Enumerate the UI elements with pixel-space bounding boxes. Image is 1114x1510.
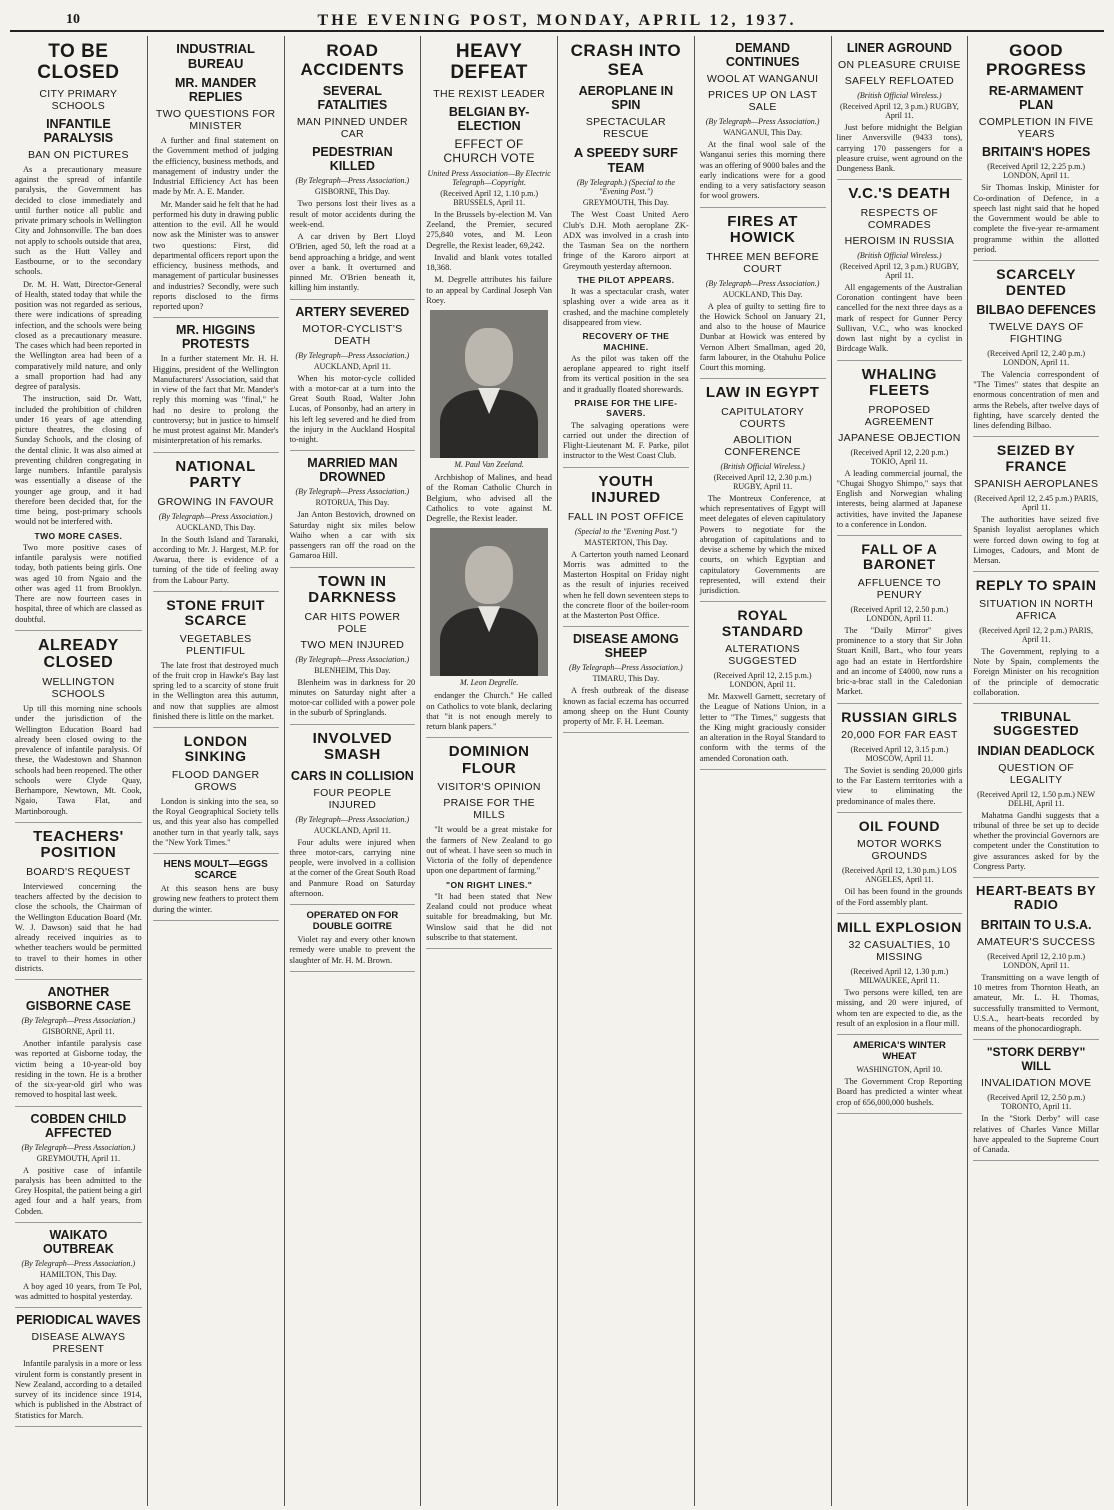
subhead: BAN ON PICTURES bbox=[27, 148, 129, 161]
subhead: WOOL AT WANGANUI bbox=[706, 73, 819, 85]
headline: HENS MOULT—EGGS SCARCE bbox=[163, 859, 268, 882]
section-title: "ON RIGHT LINES." bbox=[446, 879, 533, 890]
dateline: (By Telegraph—Press Association.) bbox=[21, 1142, 136, 1152]
dateline: AUCKLAND, April 11. bbox=[313, 361, 391, 371]
article-double-goitre bbox=[290, 910, 416, 972]
article-stork-derby bbox=[973, 1045, 1099, 1161]
dateline: AUCKLAND, April 11. bbox=[313, 825, 391, 835]
paragraph: The late frost that destroyed much of the fruit crop in Hawke's Bay last spring led to a scarcity of stone fruit in the Wellington area this autumn, and now that supplies are almost finished there is little on the market. bbox=[152, 660, 279, 721]
headline: LINER AGROUND bbox=[846, 41, 952, 55]
subhead: RESPECTS OF COMRADES bbox=[860, 206, 939, 231]
article-good-progress bbox=[973, 42, 1099, 261]
article-waikato-outbreak bbox=[15, 1228, 142, 1309]
subhead: SAFELY REFLOATED bbox=[844, 75, 954, 87]
paragraph: A leading commercial journal, the "Chugai Shogyo Shimpo," says that English and Norwegian whaling interests, being alarmed at Japanese activities, have invited the Japanese to a conference in London. bbox=[836, 468, 963, 529]
subhead: BOARD'S REQUEST bbox=[26, 865, 131, 878]
paragraph: The salvaging operations were carried out under the direction of Flight-Lieutenant M. F. Parke, pilot instructor to the West Coast Club. bbox=[563, 420, 689, 461]
page-number: 10 bbox=[66, 12, 80, 27]
article-disease-sheep bbox=[563, 632, 689, 733]
paragraph: When his motor-cycle collided with a motor-car at a turn into the Great South Road, Walter John Lucas, of Ponsonby, had an artery in his left leg severed and he died from the injury in the Auckland Hospital to-night. bbox=[289, 373, 416, 445]
paragraph: At this season hens are busy growing new feathers to protect them during the winter. bbox=[152, 884, 279, 914]
paragraph: In the Brussels by-election M. Van Zeeland, the Premier, secured 275,840 votes, and M. Leon Degrelle, the Rexist leader, 69,242. bbox=[426, 209, 552, 250]
headline: DEMAND CONTINUES bbox=[725, 41, 800, 69]
dateline: (By Telegraph—Press Association.) bbox=[158, 511, 273, 521]
subhead: INDIAN DEADLOCK bbox=[977, 743, 1095, 758]
dateline: (Received April 12, 2.40 p.m.) LONDON, April 11. bbox=[987, 348, 1085, 367]
subhead: ALTERATIONS SUGGESTED bbox=[725, 643, 800, 668]
columns bbox=[10, 36, 1104, 1506]
article-heart-beats bbox=[973, 884, 1099, 1040]
paragraph: The authorities have seized five Spanish loyalist aeroplanes which were forced down owing to fog at Limoges, Cadours, and Mont de Mersan. bbox=[973, 515, 1099, 566]
subhead: PRAISE FOR THE MILLS bbox=[443, 797, 535, 822]
article-fall-of-baronet bbox=[837, 542, 963, 704]
paragraph: The instruction, said Dr. Watt, included the prohibition of children under 16 years of age attending picture theatres, the closing of Sunday Schools, and the closing of the dental clinic. It was also aimed at preventing children congregating in large numbers. Infantile paralysis was essentially a disease of the younger age group, and it had therefore been decided that, for the time being, post-primary schools would not be interfered with. bbox=[15, 394, 142, 527]
section-title: THE PILOT APPEARS. bbox=[577, 274, 675, 285]
paragraph: A fresh outbreak of the disease known as facial eczema has occurred among sheep on the Hunt County property of Mr. F. H. Leeman. bbox=[563, 686, 689, 727]
subhead: CITY PRIMARY SCHOOLS bbox=[39, 87, 118, 112]
dateline: (Received April 12, 2.20 p.m.) TOKIO, April 11. bbox=[850, 447, 949, 466]
paragraph: endanger the Church." He called on Catholics to vote blank, declaring that "it is not enough merely to return blank papers." bbox=[426, 691, 552, 732]
paragraph: The Valencia correspondent of "The Times" states that despite an enormous concentration of men and arms the Rebels, after twelve days of fighting, have scarcely dented the lines defending Bilbao. bbox=[973, 369, 1099, 431]
paragraph: Transmitting on a wave length of 10 metres from Thornton Heath, an amateur, Mr. L. H. Thomas, successfully transmitted to Vermont, U.S.A., heart-beats recorded by means of the phonocardiograph. bbox=[973, 972, 1099, 1034]
subhead: MR. MANDER REPLIES bbox=[175, 76, 257, 104]
masthead bbox=[10, 8, 1104, 32]
paragraph: In a further statement Mr. H. H. Higgins, president of the Wellington Manufacturers' Association, said that in view of the fact that Mr. Mander's reply this morning was "final," he had no desire to prolong the controversy; but in justice to himself he must protest against Mr. Mander's misinterpretation of his remarks. bbox=[152, 354, 279, 446]
dateline: (By Telegraph—Press Association.) bbox=[569, 663, 683, 673]
subhead: MOTOR-CYCLIST'S DEATH bbox=[302, 322, 403, 347]
headline: WAIKATO OUTBREAK bbox=[42, 1227, 114, 1256]
dateline: (By Telegraph.) (Special to the "Evening Post.") bbox=[576, 178, 675, 197]
subhead: PRICES UP ON LAST SALE bbox=[707, 89, 818, 113]
paragraph: Two persons lost their lives as a result of motor accidents during the week-end. bbox=[289, 199, 416, 229]
headline: PERIODICAL WAVES bbox=[16, 1313, 141, 1328]
article-whaling-fleets bbox=[837, 367, 963, 537]
article-tribunal-suggested bbox=[973, 710, 1099, 878]
article-road-accidents bbox=[290, 42, 416, 300]
headline: SCARCELY DENTED bbox=[996, 266, 1076, 298]
dateline: (Received April 12, 1.50 p.m.) NEW DELHI, April 11. bbox=[977, 789, 1096, 808]
paragraph: "It had been stated that New Zealand could not produce wheat suitable for breadmaking, but Mr. Winslow said that he did not subscribe to that statement. bbox=[426, 891, 552, 942]
headline: TO BE CLOSED bbox=[37, 41, 120, 83]
photo-caption: M. Paul Van Zeeland. bbox=[454, 460, 524, 470]
headline: RUSSIAN GIRLS bbox=[841, 708, 958, 725]
subhead: GROWING IN FAVOUR bbox=[157, 495, 274, 508]
headline: ROYAL STANDARD bbox=[721, 607, 804, 639]
dateline: GISBORNE, April 11. bbox=[42, 1027, 115, 1037]
subhead: QUESTION OF LEGALITY bbox=[998, 761, 1074, 786]
dateline: ROTORUA, This Day. bbox=[315, 498, 390, 508]
paragraph: Two more positive cases of infantile paralysis were notified today, both patients being girls. One was aged 10 from Ngaio and the other was aged 11 from Brooklyn. There are now fourteen cases in hospital, three of which are classed as doubtful. bbox=[15, 542, 142, 624]
headline: AMERICA'S WINTER WHEAT bbox=[852, 1040, 946, 1063]
dateline: (Received April 12, 2.45 p.m.) PARIS, April 11. bbox=[974, 494, 1098, 513]
dateline: (Received April 12, 2.50 p.m.) TORONTO, April 11. bbox=[987, 1093, 1085, 1112]
dateline: (Special to the "Evening Post.") bbox=[574, 526, 677, 536]
headline: ALREADY CLOSED bbox=[37, 636, 119, 672]
headline: MILL EXPLOSION bbox=[836, 918, 962, 935]
portrait-photo bbox=[430, 310, 548, 458]
paragraph: The Government Crop Reporting Board has predicted a winter wheat crop of 656,000,000 bushels. bbox=[836, 1077, 963, 1107]
subhead: WELLINGTON SCHOOLS bbox=[42, 676, 115, 701]
headline: FIRES AT HOWICK bbox=[727, 212, 798, 246]
subhead: SEVERAL FATALITIES bbox=[317, 84, 388, 113]
dateline: AUCKLAND, This Day. bbox=[722, 289, 803, 299]
subhead: MOTOR WORKS GROUNDS bbox=[856, 838, 942, 863]
paragraph: Just before midnight the Belgian liner Anversville (9433 tons), carrying 170 passengers for a pleasure cruise, went aground on the Dungeness Bank. bbox=[836, 123, 963, 173]
paragraph: The Soviet is sending 20,000 girls to the Far Eastern territories with a view to eliminating the predominance of males there. bbox=[836, 765, 963, 806]
paragraph: A Carterton youth named Leonard Morris was admitted to the Masterton Hospital on Friday night as the result of injuries received when he fell down seventeen steps to the concrete floor of the boiler-room at the Masterton Post Office. bbox=[563, 549, 689, 621]
paragraph: The West Coast United Aero Club's D.H. Moth aeroplane ZK-ADX was involved in a crash into the Tasman Sea on the northern fringe of the Karoro airport at Greymouth yesterday afternoon. bbox=[563, 210, 689, 271]
paragraph: In the South Island and Taranaki, according to Mr. J. Hargest, M.P. for Awarua, there is evidence of a turning of the tide of feeling away from the Labour Party. bbox=[152, 534, 279, 585]
subhead: THE REXIST LEADER bbox=[433, 87, 545, 100]
dateline: (Received April 12, 2.25 p.m.) LONDON, April 11. bbox=[987, 162, 1085, 181]
dateline: (Received April 12, 3.15 p.m.) MOSCOW, April 11. bbox=[850, 744, 949, 763]
paragraph: Mr. Mander said he felt that he had performed his duty in drawing public attention to the evil. All he would now ask the Minister was to answer two questions: First, did departmental officers report upon the efficiency, business methods, and management of particular businesses and industries? Secondly, were such reports disclosed to the firms reported upon? bbox=[152, 199, 279, 311]
paragraph: Sir Thomas Inskip, Minister for Co-ordination of Defence, in a speech last night said that he hoped the Government would be able to complete the five-year re-armament programme within the allotted period. bbox=[973, 183, 1099, 254]
subhead: CARS IN COLLISION bbox=[290, 768, 414, 783]
article-periodical-waves bbox=[15, 1313, 142, 1427]
article-body bbox=[15, 165, 142, 625]
headline: INVOLVED SMASH bbox=[312, 729, 393, 764]
dateline: (British Official Wireless.) bbox=[857, 91, 942, 100]
paragraph: Archbishop of Malines, and head of the Roman Catholic Church in Belgium, who advised all the Catholics to vote against M. Degrelle, the Rexist leader. bbox=[426, 473, 552, 524]
paragraph: Invalid and blank votes totalled 18,368. bbox=[426, 252, 552, 273]
dateline: (Received April 12, 1.30 p.m.) LOS ANGELES, April 11. bbox=[841, 866, 957, 885]
dateline: (Received April 12, 2.10 p.m.) LONDON, April 11. bbox=[987, 951, 1085, 970]
subhead: VEGETABLES PLENTIFUL bbox=[179, 632, 252, 657]
subhead: SPECTACULAR RESCUE bbox=[585, 116, 666, 141]
dateline: WASHINGTON, April 10. bbox=[856, 1065, 943, 1075]
article-married-man-drowned bbox=[290, 456, 416, 567]
headline: TEACHERS' POSITION bbox=[33, 827, 124, 862]
paragraph: The Montreux Conference, at which representatives of Egypt will meet delegates of eleven capitulatory Powers to negotiate for the abrogation of capitulations and to devise a scheme by which the mixed courts, on which Egyptian and capitulatory Governments are represented, will extend their jurisdiction. bbox=[699, 493, 826, 595]
subhead: CAR HITS POWER POLE bbox=[304, 610, 401, 635]
paragraph: Mahatma Gandhi suggests that a tribunal of three be set up to decide whether the provincial Governors are competent under the Constitution to give assurances asked for by the Congress Party. bbox=[973, 810, 1099, 871]
article-liner-aground bbox=[837, 41, 963, 180]
subhead: JAPANESE OBJECTION bbox=[838, 431, 961, 444]
subhead: EFFECT OF CHURCH VOTE bbox=[443, 136, 535, 165]
paragraph: Four adults were injured when three motor-cars, carrying nine people, were involved in a collision at the corner of the Great South Road and Panmure Road on Saturday afternoon. bbox=[289, 837, 416, 898]
article-vc-death bbox=[837, 186, 963, 360]
subhead: INFANTILE PARALYSIS bbox=[43, 116, 114, 145]
column-4 bbox=[420, 36, 557, 1506]
article-stone-fruit bbox=[153, 598, 279, 728]
paragraph: As the pilot was taken off the aeroplane appeared to right itself from its vertical position in the sea and it gradually floated shorewards. bbox=[563, 353, 689, 394]
headline: COBDEN CHILD AFFECTED bbox=[30, 1111, 127, 1140]
subhead: AFFLUENCE TO PENURY bbox=[857, 576, 941, 601]
portrait-photo bbox=[430, 528, 548, 676]
headline: REPLY TO SPAIN bbox=[975, 577, 1097, 594]
subhead: ABOLITION CONFERENCE bbox=[724, 433, 801, 458]
article-seized-by-france bbox=[973, 443, 1099, 572]
subhead: A SPEEDY SURF TEAM bbox=[573, 145, 678, 176]
headline: ARTERY SEVERED bbox=[295, 304, 410, 319]
dateline: (British Official Wireless.) bbox=[720, 461, 805, 471]
subhead: CAPITULATORY COURTS bbox=[721, 405, 805, 430]
article-london-sinking bbox=[153, 734, 279, 854]
article-royal-standard bbox=[700, 608, 826, 770]
headline: INDUSTRIAL BUREAU bbox=[176, 41, 255, 71]
subhead: FLOOD DANGER GROWS bbox=[171, 768, 260, 793]
article-dominion-flour bbox=[426, 744, 552, 949]
headline: DISEASE AMONG SHEEP bbox=[572, 632, 679, 661]
article-heavy-defeat bbox=[426, 42, 552, 738]
paragraph: A further and final statement on the Government method of judging the efficiency, business methods, and management of industry under the Industrial Efficiency Act has been made by Mr. A. E. Mander. bbox=[152, 136, 279, 197]
photo-caption: M. Leon Degrelle. bbox=[459, 678, 519, 688]
headline: TOWN IN DARKNESS bbox=[308, 572, 397, 607]
headline: TRIBUNAL SUGGESTED bbox=[993, 709, 1080, 739]
dateline: (By Telegraph—Press Association.) bbox=[295, 176, 410, 186]
paragraph: Blenheim was in darkness for 20 minutes on Saturday night after a motor-car collided with a power pole in the suburb of Springlands. bbox=[289, 677, 416, 718]
paragraph: A plea of guilty to setting fire to the Howick School on January 21, and also to the house of Maurice Dunbar at Howick was entered by Vernon Albert Smallman, aged 20, farm labourer, in the Otahuhu Police Court this morning. bbox=[699, 301, 826, 372]
headline: OPERATED ON FOR DOUBLE GOITRE bbox=[306, 910, 399, 933]
article-teachers-position bbox=[15, 829, 142, 980]
article-winter-wheat bbox=[837, 1040, 963, 1114]
paragraph: In the "Stork Derby" will case relatives of Charles Vance Millar have appealed to the Supreme Court of Canada. bbox=[973, 1114, 1099, 1155]
headline: LAW IN EGYPT bbox=[705, 384, 820, 402]
subhead: TWELVE DAYS OF FIGHTING bbox=[988, 320, 1084, 345]
dateline: GREYMOUTH, This Day. bbox=[582, 198, 669, 208]
subhead: SITUATION IN NORTH AFRICA bbox=[979, 597, 1094, 622]
article-oil-found bbox=[837, 819, 963, 914]
article-demand-continues bbox=[700, 41, 826, 208]
section-title: RECOVERY OF THE MACHINE. bbox=[582, 331, 670, 352]
article-fires-at-howick bbox=[700, 214, 826, 380]
article-to-be-closed bbox=[15, 42, 142, 631]
column-7 bbox=[831, 36, 968, 1506]
paragraph: A car driven by Bert Lloyd O'Brien, aged 50, left the road at a bend approaching a bridge, and went over a bank. It overturned and pinned Mr. O'Brien beneath it, killing him instantly. bbox=[289, 232, 416, 293]
dateline: GISBORNE, This Day. bbox=[314, 187, 390, 197]
headline: GOOD PROGRESS bbox=[985, 41, 1087, 79]
headline: "STORK DERBY" WILL bbox=[986, 1045, 1086, 1074]
dateline: TIMARU, This Day. bbox=[592, 674, 660, 684]
dateline: (British Official Wireless.) bbox=[857, 250, 942, 260]
paragraph: Interviewed concerning the teachers affected by the decision to close the schools, the Chairman of the Wellington Education Board (Mr. W. J. Dawson) said that he had already received inquiries as to whether teachers would be permitted to travel to their homes in other districts. bbox=[15, 881, 142, 973]
subhead: PROPOSED AGREEMENT bbox=[864, 403, 934, 428]
subhead: BRITAIN TO U.S.A. bbox=[980, 917, 1092, 932]
paragraph: The "Daily Mirror" gives prominence to a story that Sir John Stuart Knill, Bart., who four years ago had an estate in Hertfordshire and an income of £4000, now runs a bric-a-brac stall in the Caledonian Market. bbox=[836, 625, 963, 697]
paragraph: Two persons were killed, ten are missing, and 20 were injured, of whom ten are expected to die, as the result of an explosion in a flour mill. bbox=[836, 988, 963, 1028]
article-artery-severed bbox=[290, 305, 416, 452]
headline: DOMINION FLOUR bbox=[448, 743, 530, 777]
headline: MARRIED MAN DROWNED bbox=[307, 456, 398, 485]
subhead: INVALIDATION MOVE bbox=[980, 1077, 1092, 1090]
subhead: VISITOR'S OPINION bbox=[437, 781, 541, 794]
section-title: PRAISE FOR THE LIFE-SAVERS. bbox=[574, 397, 678, 419]
dateline: (Received April 12, 2.30 p.m.) RUGBY, April 11. bbox=[713, 472, 812, 491]
article-youth-injured bbox=[563, 474, 689, 628]
article-involved-smash bbox=[290, 731, 416, 906]
subhead: BRITAIN'S HOPES bbox=[981, 145, 1091, 160]
paragraph: Another infantile paralysis case was reported at Gisborne today, the victim being a 10-year-old boy residing in the town. He is a brother of the six-year-old girl who was removed to hospital last week. bbox=[15, 1039, 142, 1100]
dateline: (By Telegraph—Press Association.) bbox=[295, 487, 410, 497]
paragraph: London is sinking into the sea, so the Royal Geographical Society tells us, and this year also has compelled another turn in that yearly talk, says the "New York Times." bbox=[152, 796, 279, 847]
article-higgins-protests bbox=[153, 323, 279, 452]
subhead: BELGIAN BY-ELECTION bbox=[448, 104, 530, 133]
headline: ANOTHER GISBORNE CASE bbox=[25, 985, 131, 1014]
dateline: (Received April 12, 3 p.m.) RUGBY, April 11. bbox=[840, 102, 959, 120]
paragraph: Up till this morning nine schools under the jurisdiction of the Wellington Education Board had already been closed owing to the prevalence of infantile paralysis. Of these, the Wadestown and Shannon schools had been reopened. The other schools were Clyde Quay, Berhampore, Newtown, Mt. Cook, Ngaio, Tawa Flat, and Martinborough. bbox=[15, 704, 142, 816]
headline: WHALING FLEETS bbox=[861, 365, 937, 399]
subhead: FALL IN POST OFFICE bbox=[567, 510, 684, 523]
dateline: (Received April 12, 2.15 p.m.) LONDON, April 11. bbox=[713, 671, 812, 690]
article-already-closed bbox=[15, 637, 142, 823]
subhead: PEDESTRIAN KILLED bbox=[312, 145, 393, 174]
subhead: MAN PINNED UNDER CAR bbox=[296, 116, 408, 141]
dateline: WANGANUI, This Day. bbox=[723, 128, 803, 137]
article-national-party bbox=[153, 459, 279, 592]
dateline: (By Telegraph—Press Association.) bbox=[705, 278, 820, 288]
masthead-title: THE EVENING POST, MONDAY, APRIL 12, 1937. bbox=[317, 12, 797, 29]
paragraph: The Government, replying to a Note by Spain, complements the Foreign Minister on his recognition of the principle of democratic collaboration. bbox=[973, 646, 1099, 697]
article-industrial-bureau bbox=[153, 41, 279, 318]
dateline: United Press Association—By Electric Telegraph—Copyright. bbox=[427, 168, 551, 187]
subhead: THREE MEN BEFORE COURT bbox=[706, 250, 819, 275]
dateline: (Received April 12, 2 p.m.) PARIS, April 11. bbox=[979, 625, 1093, 644]
headline: ROAD ACCIDENTS bbox=[300, 41, 405, 79]
headline: LONDON SINKING bbox=[183, 733, 248, 765]
paragraph: Violet ray and every other known remedy were unable to prevent the slaughter of Mr. H. M. Brown. bbox=[289, 935, 416, 965]
headline: NATIONAL PARTY bbox=[175, 457, 256, 491]
article-mill-explosion bbox=[837, 920, 963, 1035]
column-3 bbox=[284, 36, 421, 1506]
paragraph: At the final wool sale of the Wanganui series this morning there was an offering of 9000 bales and the early indications were for a good ending to a very satisfactory season for wool growers. bbox=[699, 140, 826, 201]
subhead: TWO MEN INJURED bbox=[300, 638, 405, 651]
paragraph: Jan Anton Bestovich, drowned on Saturday night six miles below Waiho when a car with six passengers ran off the road on the Gamaroa Hill. bbox=[289, 510, 416, 561]
article-gisborne-case bbox=[15, 985, 142, 1107]
paragraph: M. Degrelle attributes his failure to an appeal by Cardinal Joseph Van Roey. bbox=[426, 275, 552, 305]
headline: OIL FOUND bbox=[858, 817, 940, 834]
paragraph: All engagements of the Australian Coronation contingent have been cancelled for the next three days as a mark of respect for Gunner Percy Sullivan, V.C., who was knocked down last night by a cyclist in Birdcage Walk. bbox=[836, 282, 963, 354]
headline: MR. HIGGINS PROTESTS bbox=[176, 323, 256, 352]
dateline: (By Telegraph—Press Association.) bbox=[295, 350, 410, 360]
paragraph: A boy aged 10 years, from Te Pol, was admitted to hospital yesterday. bbox=[15, 1281, 142, 1302]
paragraph: Mr. Maxwell Garnett, secretary of the League of Nations Union, in a letter to "The Times," suggests that the King might graciously consider an alteration in the Royal Standard to conform with the terms of the amended Coronation oath. bbox=[699, 692, 826, 763]
article-hens-moult bbox=[153, 859, 279, 921]
dateline: HAMILTON, This Day. bbox=[40, 1269, 117, 1279]
headline: STONE FRUIT SCARCE bbox=[166, 596, 265, 629]
dateline: BLENHEIM, This Day. bbox=[314, 665, 391, 675]
subhead: AMATEUR'S SUCCESS bbox=[976, 935, 1096, 948]
headline: FALL OF A BARONET bbox=[861, 541, 938, 573]
column-1 bbox=[10, 36, 147, 1506]
dateline: (Received April 12, 1.30 p.m.) MILWAUKEE, April 11. bbox=[850, 967, 949, 986]
subhead: 20,000 FOR FAR EAST bbox=[841, 728, 958, 741]
subhead: DISEASE ALWAYS PRESENT bbox=[31, 1331, 126, 1356]
column-8 bbox=[967, 36, 1104, 1506]
column-6 bbox=[694, 36, 831, 1506]
subhead: 32 CASUALTIES, 10 MISSING bbox=[848, 939, 951, 964]
article-law-in-egypt bbox=[700, 385, 826, 602]
article-russian-girls bbox=[837, 710, 963, 813]
subhead: ON PLEASURE CRUISE bbox=[838, 59, 961, 71]
headline: HEART-BEATS BY RADIO bbox=[976, 883, 1097, 913]
subhead: BILBAO DEFENCES bbox=[976, 302, 1096, 317]
article-scarcely-dented bbox=[973, 267, 1099, 437]
headline: SEIZED BY FRANCE bbox=[996, 442, 1076, 474]
section-title: TWO MORE CASES. bbox=[34, 530, 123, 541]
column-5 bbox=[557, 36, 694, 1506]
column-2 bbox=[147, 36, 284, 1506]
subhead: TWO QUESTIONS FOR MINISTER bbox=[155, 108, 276, 132]
paragraph: A positive case of infantile paralysis has been admitted to the Grey Hospital, the patient being a girl aged four and a half years, from Cobden. bbox=[15, 1165, 142, 1216]
dateline: (By Telegraph—Press Association.) bbox=[295, 654, 410, 664]
article-reply-to-spain bbox=[973, 578, 1099, 704]
dateline: (Received April 12, 1.10 p.m.) BRUSSELS, April 11. bbox=[440, 188, 538, 207]
dateline: AUCKLAND, This Day. bbox=[175, 522, 256, 532]
subhead: AEROPLANE IN SPIN bbox=[578, 84, 674, 113]
paragraph: Infantile paralysis in a more or less virulent form is constantly present in New Zealand, according to a detailed survey of its incidence since 1914, which is published in the Abstract of Statistics for March. bbox=[15, 1359, 142, 1420]
paragraph: It was a spectacular crash, water splashing over a wide area as it crashed, and the machine completely disappeared from view. bbox=[563, 287, 689, 327]
article-cobden-child bbox=[15, 1112, 142, 1223]
dateline: (By Telegraph—Press Association.) bbox=[21, 1258, 136, 1268]
headline: V.C.'S DEATH bbox=[848, 185, 951, 203]
paragraph: Oil has been found in the grounds of the Ford assembly plant. bbox=[836, 887, 963, 907]
article-town-in-darkness bbox=[290, 574, 416, 725]
dateline: MASTERTON, This Day. bbox=[584, 537, 668, 547]
dateline: (By Telegraph—Press Association.) bbox=[295, 814, 410, 824]
paragraph: As a precautionary measure against the spread of infantile paralysis, the Government has decided to close immediately and until further notice all public and private primary schools in Wellington City and Johnsonville. The ban does not apply to schools outside that area, such as the Hutt Valley and Eastbourne, or to the secondary schools. bbox=[15, 164, 142, 277]
dateline: (Received April 12, 3 p.m.) RUGBY, April 11. bbox=[840, 261, 959, 280]
subhead: FOUR PEOPLE INJURED bbox=[313, 786, 392, 811]
subhead: COMPLETION IN FIVE YEARS bbox=[978, 116, 1094, 141]
paragraph: "It would be a great mistake for the farmers of New Zealand to go out of wheat. I have seen so much in Victoria of the folly of dependence upon one department of farming." bbox=[426, 825, 552, 876]
subhead: HEROISM IN RUSSIA bbox=[844, 234, 955, 247]
article-crash-into-sea bbox=[563, 42, 689, 468]
dateline: (Received April 12, 2.50 p.m.) LONDON, April 11. bbox=[850, 604, 949, 623]
subhead: SPANISH AEROPLANES bbox=[974, 478, 1099, 491]
subhead: RE-ARMAMENT PLAN bbox=[988, 84, 1084, 113]
dateline: (By Telegraph—Press Association.) bbox=[21, 1016, 136, 1026]
headline: HEAVY DEFEAT bbox=[450, 41, 528, 83]
dateline: (By Telegraph—Press Association.) bbox=[705, 117, 820, 126]
headline: CRASH INTO SEA bbox=[570, 41, 682, 79]
paragraph: Dr. M. H. Watt, Director-General of Health, stated today that while the position was not regarded as serious, there were indications of spreading infection, and the schools were being closed as a precautionary measure. The cases which had been reported in the Wellington area had been of a comparatively mild nature, and only a small proportion had had any degree of paralysis. bbox=[15, 279, 142, 392]
dateline: GREYMOUTH, April 11. bbox=[36, 1153, 120, 1163]
headline: YOUTH INJURED bbox=[591, 472, 661, 507]
